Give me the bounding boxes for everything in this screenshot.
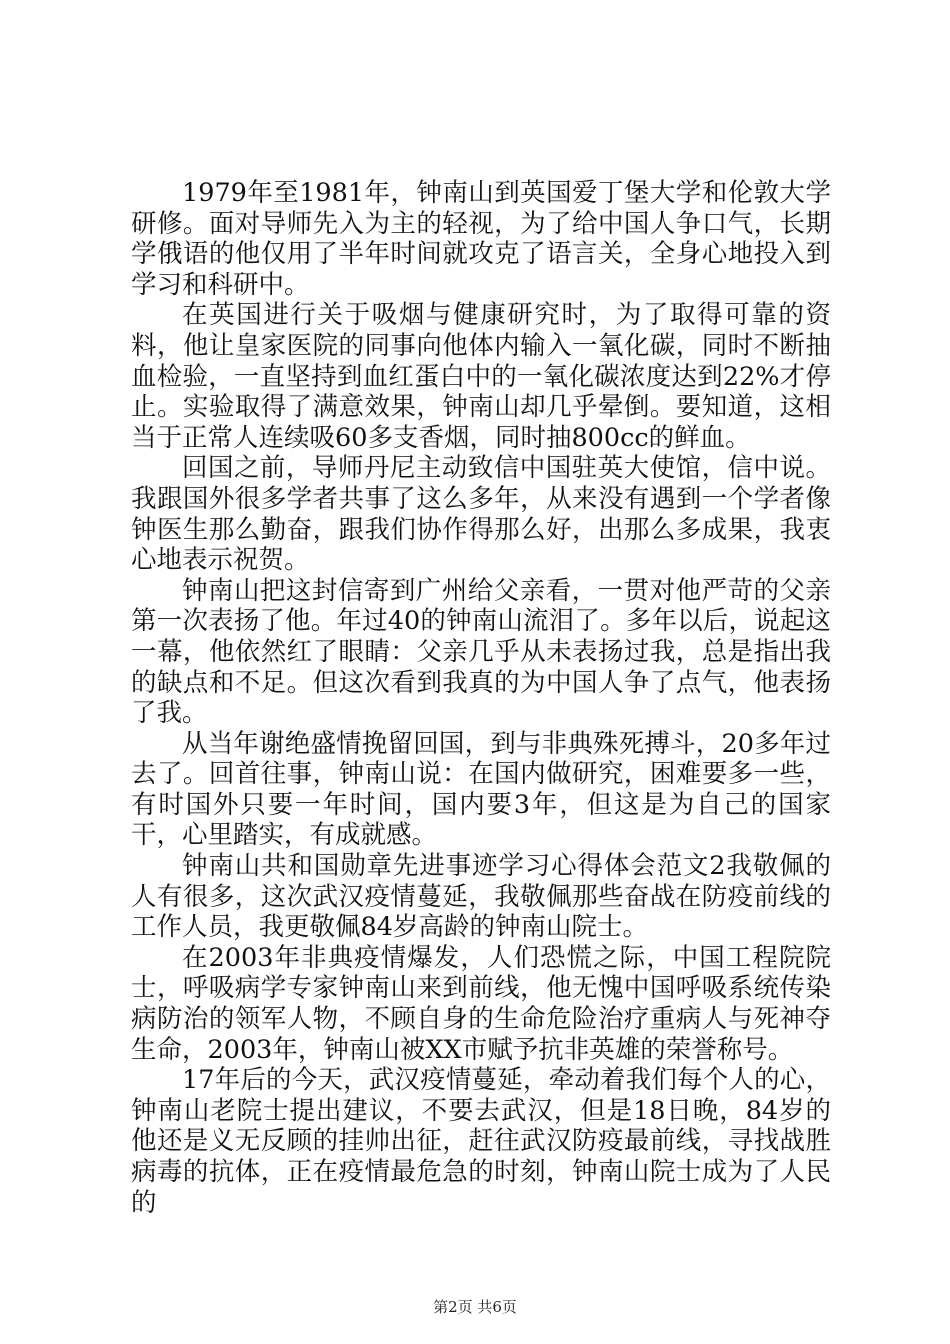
paragraph-7: 在2003年非典疫情爆发，人们恐慌之际，中国工程院院士，呼吸病学专家钟南山来到前线，他无愧中国呼吸系统传染病防治的领军人物，不顾自身的生命危险治疗重病人与死神夺生命，2003年，钟南山被XX市赋予抗非英雄的荣誉称号。 — [131, 942, 831, 1065]
paragraph-8: 17年后的今天，武汉疫情蔓延，牵动着我们每个人的心，钟南山老院士提出建议，不要去武汉，但是18日晚，84岁的他还是义无反顾的挂帅出征，赶往武汉防疫最前线，寻找战胜病毒的抗体，正在疫情最危急的时刻，钟南山院士成为了人民的 — [131, 1065, 831, 1218]
paragraph-3: 回国之前，导师丹尼主动致信中国驻英大使馆，信中说。我跟国外很多学者共事了这么多年，从来没有遇到一个学者像钟医生那么勤奋，跟我们协作得那么好，出那么多成果，我衷心地表示祝贺。 — [131, 453, 831, 576]
paragraph-5: 从当年谢绝盛情挽留回国，到与非典殊死搏斗，20多年过去了。回首往事，钟南山说：在国内做研究，困难要多一些，有时国外只要一年时间，国内要3年，但这是为自己的国家干，心里踏实，有成就感。 — [131, 728, 831, 851]
paragraph-6: 钟南山共和国勋章先进事迹学习心得体会范文2我敬佩的人有很多，这次武汉疫情蔓延，我敬佩那些奋战在防疫前线的工作人员，我更敬佩84岁高龄的钟南山院士。 — [131, 851, 831, 943]
document-body — [131, 178, 831, 1218]
paragraph-2: 在英国进行关于吸烟与健康研究时，为了取得可靠的资料，他让皇家医院的同事向他体内输入一氧化碳，同时不断抽血检验，一直坚持到血红蛋白中的一氧化碳浓度达到22%才停止。实验取得了满意效果，钟南山却几乎晕倒。要知道，这相当于正常人连续吸60多支香烟，同时抽800cc的鲜血。 — [131, 300, 831, 453]
paragraph-4: 钟南山把这封信寄到广州给父亲看，一贯对他严苛的父亲第一次表扬了他。年过40的钟南山流泪了。多年以后，说起这一幕，他依然红了眼睛：父亲几乎从未表扬过我，总是指出我的缺点和不足。但这次看到我真的为中国人争了点气，他表扬了我。 — [131, 575, 831, 729]
page-number-footer: 第2页 共6页 — [433, 1298, 517, 1316]
paragraph-1: 1979年至1981年，钟南山到英国爱丁堡大学和伦敦大学研修。面对导师先入为主的轻视，为了给中国人争口气，长期学俄语的他仅用了半年时间就攻克了语言关，全身心地投入到学习和科研中。 — [131, 178, 831, 300]
